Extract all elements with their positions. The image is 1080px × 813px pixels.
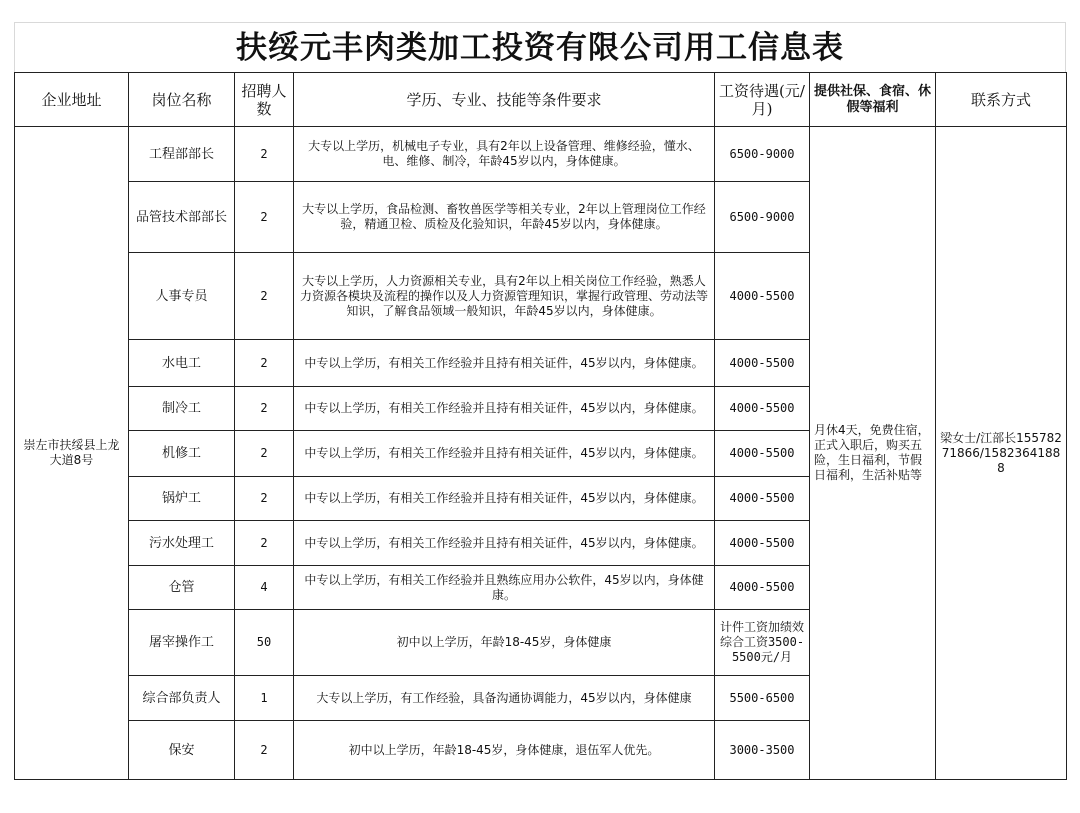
requirements-cell: 大专以上学历，机械电子专业，具有2年以上设备管理、维修经验，懂水、电、维修、制冷，年龄45岁以内，身体健康。 [294, 127, 715, 182]
requirements-cell: 中专以上学历，有相关工作经验并且持有相关证件，45岁以内，身体健康。 [294, 340, 715, 387]
count-cell: 4 [235, 566, 294, 610]
header-position: 岗位名称 [129, 73, 235, 127]
header-benefits: 提供社保、食宿、休假等福利 [810, 73, 936, 127]
position-cell: 污水处理工 [129, 521, 235, 566]
header-count: 招聘人数 [235, 73, 294, 127]
header-address: 企业地址 [15, 73, 129, 127]
benefits-cell: 月休4天，免费住宿，正式入职后，购买五险，生日福利，节假日福利，生活补贴等 [810, 127, 936, 780]
position-cell: 制冷工 [129, 387, 235, 431]
header-salary: 工资待遇(元/月) [715, 73, 810, 127]
recruitment-sheet [14, 22, 1066, 798]
position-cell: 屠宰操作工 [129, 610, 235, 676]
position-cell: 品管技术部部长 [129, 182, 235, 253]
position-cell: 锅炉工 [129, 477, 235, 521]
table-row [15, 127, 1067, 182]
salary-cell: 4000-5500 [715, 431, 810, 477]
position-cell: 人事专员 [129, 253, 235, 340]
salary-cell: 4000-5500 [715, 340, 810, 387]
header-row [15, 73, 1067, 127]
requirements-cell: 大专以上学历，有工作经验，具备沟通协调能力，45岁以内，身体健康 [294, 676, 715, 721]
header-contact: 联系方式 [936, 73, 1067, 127]
salary-cell: 4000-5500 [715, 521, 810, 566]
count-cell: 2 [235, 431, 294, 477]
requirements-cell: 初中以上学历，年龄18-45岁，身体健康，退伍军人优先。 [294, 721, 715, 780]
count-cell: 2 [235, 340, 294, 387]
salary-cell: 4000-5500 [715, 253, 810, 340]
count-cell: 2 [235, 721, 294, 780]
company-address: 崇左市扶绥县上龙大道8号 [15, 127, 129, 780]
position-cell: 机修工 [129, 431, 235, 477]
requirements-cell: 中专以上学历，有相关工作经验并且持有相关证件，45岁以内，身体健康。 [294, 387, 715, 431]
requirements-cell: 中专以上学历，有相关工作经验并且持有相关证件，45岁以内，身体健康。 [294, 521, 715, 566]
header-requirements: 学历、专业、技能等条件要求 [294, 73, 715, 127]
count-cell: 1 [235, 676, 294, 721]
salary-cell: 3000-3500 [715, 721, 810, 780]
position-cell: 仓管 [129, 566, 235, 610]
job-table [14, 72, 1067, 780]
salary-cell: 6500-9000 [715, 182, 810, 253]
requirements-cell: 大专以上学历，食品检测、畜牧兽医学等相关专业，2年以上管理岗位工作经验，精通卫检、质检及化验知识，年龄45岁以内，身体健康。 [294, 182, 715, 253]
salary-cell: 4000-5500 [715, 387, 810, 431]
count-cell: 2 [235, 253, 294, 340]
salary-cell: 4000-5500 [715, 477, 810, 521]
requirements-cell: 大专以上学历，人力资源相关专业，具有2年以上相关岗位工作经验，熟悉人力资源各模块及流程的操作以及人力资源管理知识，掌握行政管理、劳动法等知识，了解食品领域一般知识，年龄45岁以内，身体健康。 [294, 253, 715, 340]
count-cell: 50 [235, 610, 294, 676]
position-cell: 综合部负责人 [129, 676, 235, 721]
salary-cell: 5500-6500 [715, 676, 810, 721]
count-cell: 2 [235, 387, 294, 431]
salary-cell: 计件工资加绩效综合工资3500-5500元/月 [715, 610, 810, 676]
position-cell: 工程部部长 [129, 127, 235, 182]
requirements-cell: 中专以上学历，有相关工作经验并且持有相关证件，45岁以内，身体健康。 [294, 477, 715, 521]
count-cell: 2 [235, 182, 294, 253]
count-cell: 2 [235, 521, 294, 566]
contact-cell: 梁女士/江部长15578271866/15823641888 [936, 127, 1067, 780]
salary-cell: 6500-9000 [715, 127, 810, 182]
position-cell: 水电工 [129, 340, 235, 387]
salary-cell: 4000-5500 [715, 566, 810, 610]
requirements-cell: 初中以上学历，年龄18-45岁，身体健康 [294, 610, 715, 676]
requirements-cell: 中专以上学历，有相关工作经验并且熟练应用办公软件，45岁以内，身体健康。 [294, 566, 715, 610]
sheet-title: 扶绥元丰肉类加工投资有限公司用工信息表 [14, 22, 1066, 72]
requirements-cell: 中专以上学历，有相关工作经验并且持有相关证件，45岁以内，身体健康。 [294, 431, 715, 477]
position-cell: 保安 [129, 721, 235, 780]
count-cell: 2 [235, 127, 294, 182]
count-cell: 2 [235, 477, 294, 521]
